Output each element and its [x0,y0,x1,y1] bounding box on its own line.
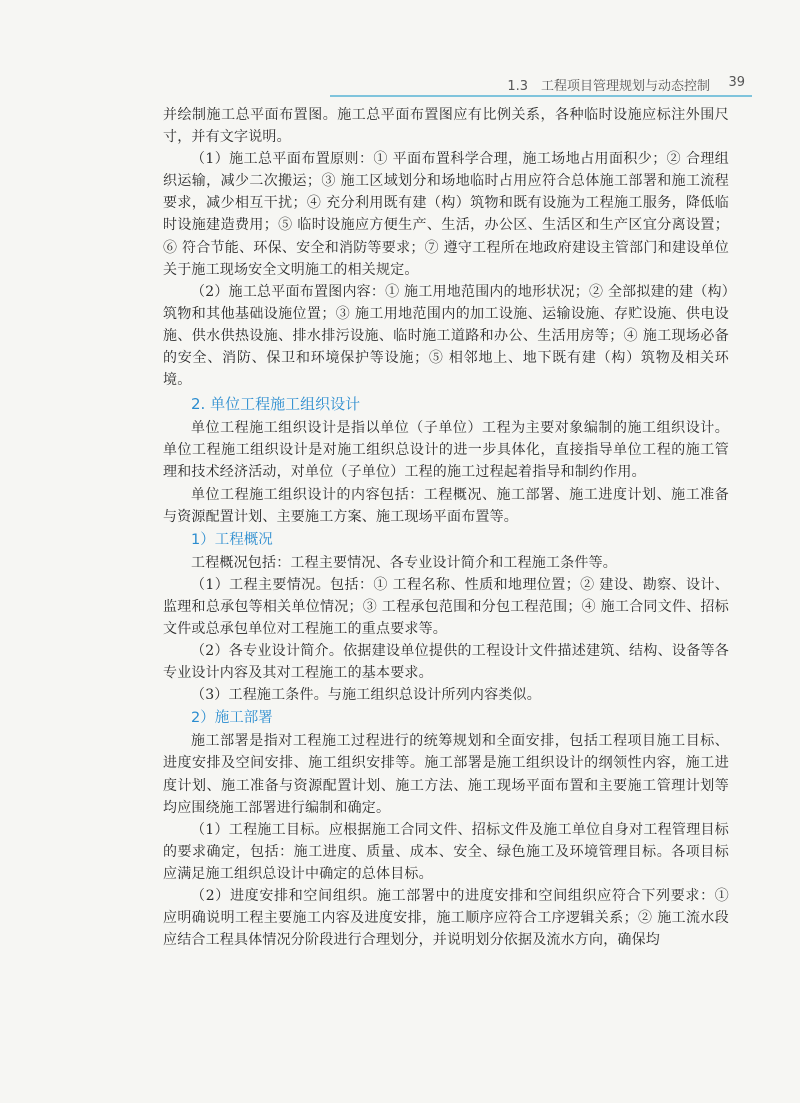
paragraph: 工程概况包括：工程主要情况、各专业设计简介和工程施工条件等。 [191,554,617,571]
paragraph: 单位工程施工组织设计的内容包括：工程概况、施工部署、施工进度计划、施工准备与资源配置计划、主要施工方案、施工现场平面布置等。 [163,486,729,525]
section-heading: 2. 单位工程施工组织设计 [191,395,361,414]
paragraph: 并绘制施工总平面布置图。施工总平面布置图应有比例关系，各种临时设施应标注外围尺寸，并有文字说明。 [163,107,729,146]
paragraph: （2）施工总平面布置图内容：① 施工用地范围内的地形状况；② 全部拟建的建（构）筑物和其他基础设施位置；③ 施工用地范围内的加工设施、运输设施、存贮设施、供电设施、供水供热设施、排水排污设施、临时施工道路和办公、生活用房等；④ 施工现场必备的安全、消防、保卫和环境保护等设施；⑤ 相邻地上、地下既有建（构）筑物及相关环境。 [163,283,729,389]
paragraph: （1）工程主要情况。包括：① 工程名称、性质和地理位置；② 建设、勘察、设计、监理和总承包等相关单位情况；③ 工程承包范围和分包工程范围；④ 施工合同文件、招标文件或总承包单位对工程施工的重点要求等。 [163,576,729,637]
paragraph: （1）施工总平面布置原则：① 平面布置科学合理，施工场地占用面积少；② 合理组织运输，减少二次搬运；③ 施工区域划分和场地临时占用应符合总体施工部署和施工流程要求，减少相互干扰；④ 充分利用既有建（构）筑物和既有设施为工程施工服务，降低临时设施建造费用；⑤ 临时设施应方便生产、生活，办公区、生活区和生产区宜分离设置；⑥ 符合节能、环保、安全和消防等要求；⑦ 遵守工程所在地政府建设主管部门和建设单位关于施工现场安全文明施工的相关规定。 [163,151,729,278]
page-body [163,104,729,951]
paragraph: （3）工程施工条件。与施工组织总设计所列内容类似。 [191,687,541,704]
paragraph: （1）工程施工目标。应根据施工合同文件、招标文件及施工单位自身对工程管理目标的要求确定，包括：施工进度、质量、成本、安全、绿色施工及环境管理目标。各项目标应满足施工组织总设计中确定的总体目标。 [163,821,729,882]
header-section-label: 1.3 工程项目管理规划与动态控制 [507,79,710,94]
paragraph: 施工部署是指对工程施工过程进行的统筹规划和全面安排，包括工程项目施工目标、进度安排及空间安排、施工组织安排等。施工部署是施工组织设计的纲领性内容，施工进度计划、施工准备与资源配置计划、施工方法、施工现场平面布置和主要施工管理计划等均应围绕施工部署进行编制和确定。 [163,733,729,816]
subsection-heading: 1）工程概况 [191,531,273,548]
subsection-heading: 2）施工部署 [191,710,273,727]
running-header [0,68,800,98]
paragraph: 单位工程施工组织设计是指以单位（子单位）工程为主要对象编制的施工组织设计。单位工程施工组织设计是对施工组织总设计的进一步具体化，直接指导单位工程的施工管理和技术经济活动，对单位（子单位）工程的施工过程起着指导和制约作用。 [163,420,729,481]
page-number: 39 [728,75,745,90]
paragraph: （2）进度安排和空间组织。施工部署中的进度安排和空间组织应符合下列要求：① 应明确说明工程主要施工内容及进度安排，施工顺序应符合工序逻辑关系；② 施工流水段应结合工程具体情况分阶段进行合理划分，并说明划分依据及流水方向，确保均 [163,888,729,949]
paragraph: （2）各专业设计简介。依据建设单位提供的工程设计文件描述建筑、结构、设备等各专业设计内容及其对工程施工的基本要求。 [163,643,729,682]
header-rule [330,95,752,97]
